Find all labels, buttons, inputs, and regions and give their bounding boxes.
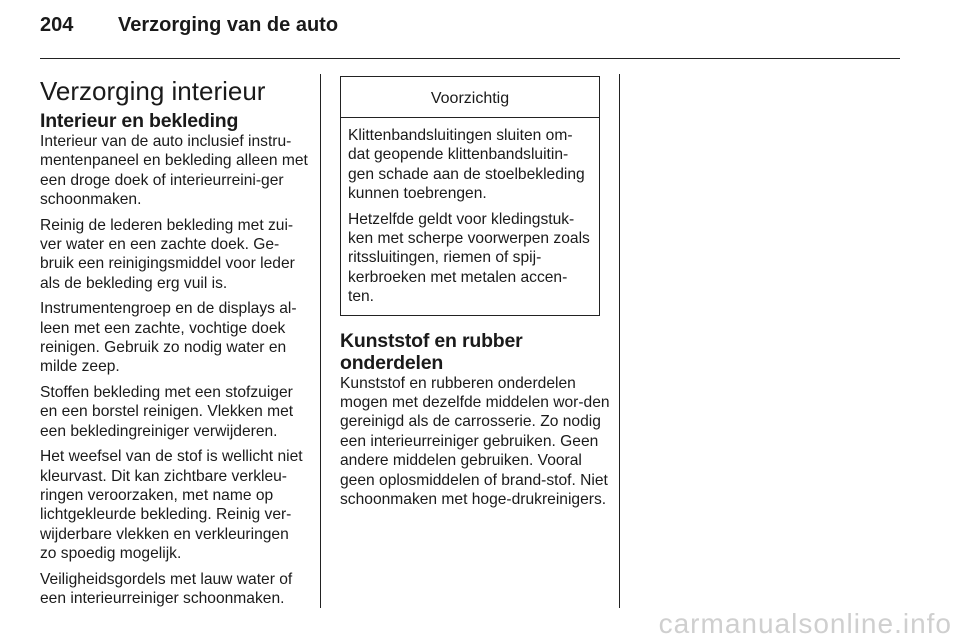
column-divider-right [619,74,620,608]
caution-paragraph: Hetzelfde geldt voor kledingstuk-ken met scherpe voorwerpen zoals ritssluitingen, riemen of spij-kerbroeken met metalen accen-ten. [348,210,590,306]
header-rule [40,58,900,59]
section-title: Verzorging interieur [40,76,266,106]
right-column [340,76,610,516]
chapter-title: Verzorging van de auto [118,14,339,36]
left-column [40,76,308,614]
paragraph: Stoffen bekleding met een stofzuiger en een borstel reinigen. Vlekken met een bekledingreiniger verwijderen. [40,383,294,440]
paragraph: Kunststof en rubberen onderdelen mogen met dezelfde middelen wor-den gereinigd als de carrosserie. Zo nodig een interieurreiniger gebruiken. Geen andere middelen gebruiken. Vooral geen oplosmiddelen of brand-stof. Niet schoonmaken met hoge-drukreinigers. [340,374,610,509]
paragraph: Reinig de lederen bekleding met zui-ver water en een zachte doek. Ge-bruik een reinigingsmiddel voor leder als de bekleding erg vuil is. [40,216,295,292]
page-header [40,14,338,37]
column-divider-left [320,74,321,608]
paragraph: Veiligheidsgordels met lauw water of een interieurreiniger schoonmaken. [40,570,293,607]
watermark: carmanualsonline.info [658,608,952,639]
page-number: 204 [40,14,74,36]
paragraph: Het weefsel van de stof is wellicht niet kleurvast. Dit kan zichtbare verkleu-ringen veroorzaken, met name op lichtgekleurde bekleding. Reinig ver-wijderbare vlekken en verkleuringen zo spoedig mogelijk. [40,448,303,563]
paragraph: Interieur van de auto inclusief instru-mentenpaneel en bekleding alleen met een droge doek of interieurreini-ger schoonmaken. [40,133,308,209]
paragraph: Instrumentengroep en de displays al-leen met een zachte, vochtige doek reinigen. Gebruik zo nodig water en milde zeep. [40,300,297,376]
subsection-title-plastic: Kunststof en rubber onderdelen [340,329,523,374]
caution-body [341,118,599,315]
caution-paragraph: Klittenbandsluitingen sluiten om-dat geopende klittenbandsluitin-gen schade aan de stoelbekleding kunnen toebrengen. [348,127,585,203]
subsection-title-interior: Interieur en bekleding [40,110,239,132]
caution-title: Voorzichtig [341,77,599,118]
caution-box [340,76,600,316]
